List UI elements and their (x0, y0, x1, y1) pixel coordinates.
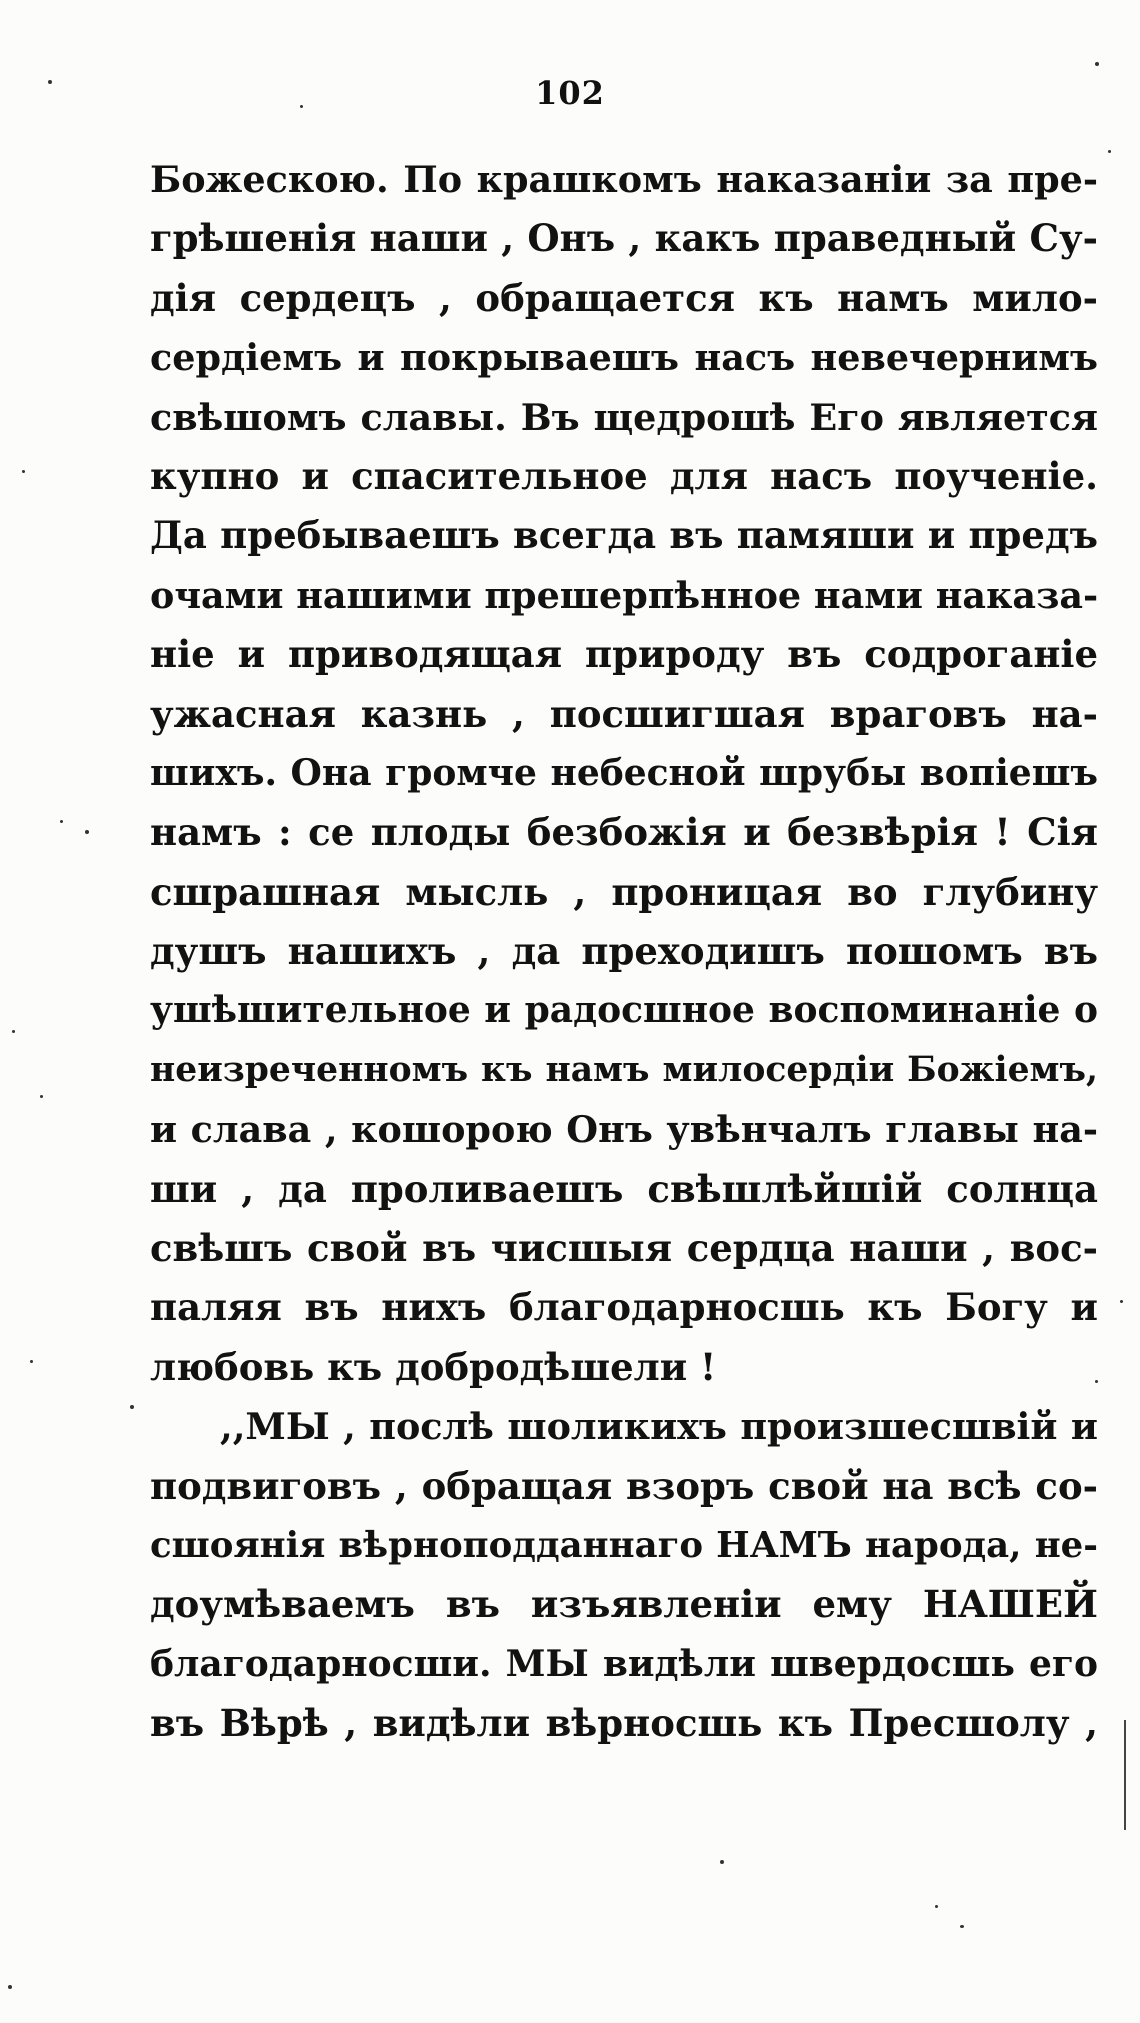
text-line: дія сердецъ , обращается къ намъ мило- (150, 275, 1098, 320)
scan-speck (960, 1925, 964, 1928)
text-line: свѣшомъ славы. Въ щедрошѣ Его является (150, 395, 1098, 439)
page-number: 102 (535, 74, 605, 112)
scan-speck (12, 1030, 15, 1033)
text-line: купно и спасительное для насъ поученіе. (150, 453, 1098, 498)
text-line: паляя въ нихъ благодарносшь къ Богу и (150, 1285, 1098, 1330)
scan-speck (1108, 150, 1111, 153)
scan-speck (1095, 62, 1099, 66)
scan-speck (1095, 1380, 1098, 1383)
text-line: сшоянія вѣрноподданнаго НАМЪ народа, не- (150, 1524, 1098, 1566)
text-line: и слава , кошорою Онъ увѣнчалъ главы на- (150, 1108, 1098, 1152)
text-line: душъ нашихъ , да преходишъ пошомъ въ (150, 929, 1098, 974)
paragraph-2 (150, 1397, 1098, 1753)
text-line: неизреченномъ къ намъ милосердіи Божіемъ, (150, 1049, 1098, 1090)
scan-speck (30, 1360, 33, 1363)
text-line: ушѣшительное и радосшное воспоминаніе о (150, 989, 1098, 1032)
text-line: любовь къ добродѣшели ! (150, 1344, 717, 1389)
text-line: въ Вѣрѣ , видѣли вѣрносшь къ Пресшолу , (150, 1701, 1098, 1746)
scan-speck (1120, 1300, 1123, 1303)
text-line: подвиговъ , обращая взоръ свой на всѣ со- (150, 1463, 1098, 1508)
text-line: грѣшенія наши , Онъ , какъ праведный Су- (150, 216, 1098, 261)
text-line: свѣшъ свой въ чисшыя сердца наши , вос- (150, 1226, 1098, 1271)
text-line: шихъ. Она громче небесной шрубы вопіешъ (150, 751, 1098, 794)
text-line: очами нашими прешерпѣнное нами наказа- (150, 573, 1098, 617)
scan-speck (48, 80, 52, 84)
scan-speck (85, 830, 89, 834)
scan-edge-line (1124, 1720, 1126, 1830)
text-line: Божескою. По крашкомъ наказаніи за пре- (150, 158, 1098, 201)
scan-speck (60, 820, 63, 823)
scan-speck (40, 1095, 43, 1098)
scan-speck (22, 470, 25, 473)
text-line: ши , да проливаешъ свѣшлѣйшій солнца (150, 1166, 1098, 1211)
text-line: Да пребываешъ всегда въ памяши и предъ (150, 513, 1098, 558)
text-line: доумѣваемъ въ изъявленіи ему НАШЕЙ (150, 1582, 1098, 1627)
scan-speck (935, 1905, 938, 1908)
text-line: ужасная казнь , посшигшая враговъ на- (150, 691, 1098, 736)
text-line: ніе и приводящая природу въ содроганіе (150, 632, 1098, 677)
page-text (150, 150, 1098, 1754)
scan-speck (300, 105, 303, 108)
text-line: ,,МЫ , послѣ шоликихъ произшесшвій и (220, 1405, 1098, 1449)
text-line: сшрашная мысль , проницая во глубину (150, 869, 1098, 914)
scan-speck (8, 1985, 12, 1989)
scan-speck (720, 1860, 724, 1864)
paragraph-1 (150, 150, 1098, 1397)
text-line: намъ : се плоды безбожія и безвѣрія ! Сія (150, 810, 1098, 855)
text-line: благодарносши. МЫ видѣли швердосшь его (150, 1642, 1098, 1685)
text-line: сердіемъ и покрываешъ насъ невечернимъ (150, 336, 1098, 380)
scan-speck (130, 1405, 134, 1409)
